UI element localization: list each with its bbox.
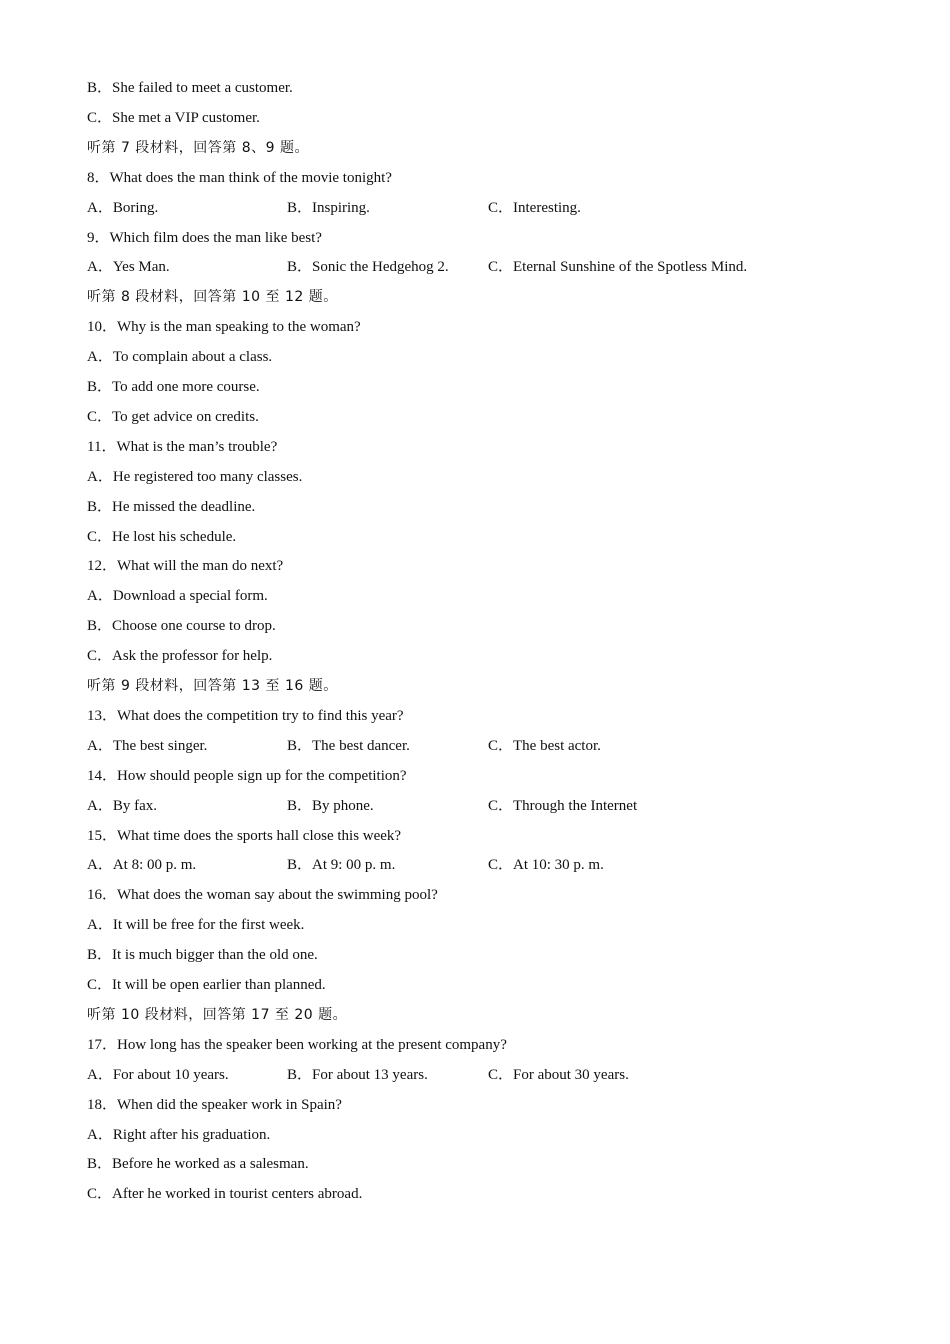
option-b: B．At 9: 00 p. m. [287, 857, 396, 874]
question-line: C．It will be open earlier than planned. [87, 977, 326, 993]
option-a: A．The best singer. [87, 737, 208, 754]
option-b: B．By phone. [287, 797, 374, 814]
options-row [87, 795, 887, 817]
option-c: C．Through the Internet [488, 797, 638, 814]
options-row [87, 735, 887, 757]
option-c: C．For about 30 years. [488, 1066, 629, 1083]
options-row [87, 1064, 887, 1086]
question-line: C．To get advice on credits. [87, 408, 259, 425]
question-line: 18．When did the speaker work in Spain? [87, 1096, 342, 1113]
option-a: A．Yes Man. [87, 259, 170, 276]
options-row [87, 256, 887, 278]
question-line: A．He registered too many classes. [87, 468, 303, 485]
option-a: A．For about 10 years. [87, 1066, 229, 1083]
question-line: A．It will be free for the first week. [87, 917, 305, 934]
question-line: 17．How long has the speaker been working at the present company? [87, 1036, 507, 1053]
option-c: C．The best actor. [488, 737, 601, 754]
question-line: 12．What will the man do next? [87, 558, 284, 575]
section-instruction: 听第 10 段材料，回答第 17 至 20 题。 [87, 1006, 348, 1023]
option-c: C．Interesting. [488, 199, 581, 216]
question-line: C．He lost his schedule. [87, 528, 237, 545]
option-b: B．Inspiring. [287, 199, 370, 216]
option-c: C．At 10: 30 p. m. [488, 857, 604, 874]
option-c: C．Eternal Sunshine of the Spotless Mind. [488, 259, 748, 276]
question-line: B．It is much bigger than the old one. [87, 947, 318, 964]
question-line: 15．What time does the sports hall close this week? [87, 827, 402, 844]
option-b: B．The best dancer. [287, 737, 410, 754]
question-line: B．Before he worked as a salesman. [87, 1156, 309, 1173]
option-a: A．By fax. [87, 797, 157, 814]
question-line: 10．Why is the man speaking to the woman? [87, 319, 361, 336]
question-line: A．Download a special form. [87, 588, 268, 605]
section-instruction: 听第 7 段材料，回答第 8、9 题。 [87, 139, 310, 156]
question-line: 11．What is the man’s trouble? [87, 438, 278, 455]
question-line: B．He missed the deadline. [87, 498, 256, 515]
option-a: A．Boring. [87, 199, 159, 216]
option-a: A．At 8: 00 p. m. [87, 857, 197, 874]
option-b: B．For about 13 years. [287, 1066, 428, 1083]
question-line: 8．What does the man think of the movie tonight? [87, 169, 392, 186]
question-line: C．Ask the professor for help. [87, 648, 273, 665]
question-line: 9．Which film does the man like best? [87, 229, 322, 246]
options-row [87, 854, 887, 876]
options-row [87, 197, 887, 219]
question-line: 13．What does the competition try to find this year? [87, 707, 404, 724]
question-line: B．Choose one course to drop. [87, 618, 276, 635]
question-line: 16．What does the woman say about the swimming pool? [87, 887, 438, 904]
option-b: B．Sonic the Hedgehog 2. [287, 259, 449, 276]
question-line: C．After he worked in tourist centers abroad. [87, 1186, 363, 1203]
question-line: B．She failed to meet a customer. [87, 80, 293, 96]
section-instruction: 听第 8 段材料，回答第 10 至 12 题。 [87, 289, 338, 306]
section-instruction: 听第 9 段材料，回答第 13 至 16 题。 [87, 678, 338, 694]
question-line: 14．How should people sign up for the competition? [87, 767, 407, 784]
question-line: A．Right after his graduation. [87, 1126, 271, 1143]
question-line: A．To complain about a class. [87, 349, 273, 366]
question-line: C．She met a VIP customer. [87, 109, 260, 126]
question-line: B．To add one more course. [87, 379, 260, 395]
